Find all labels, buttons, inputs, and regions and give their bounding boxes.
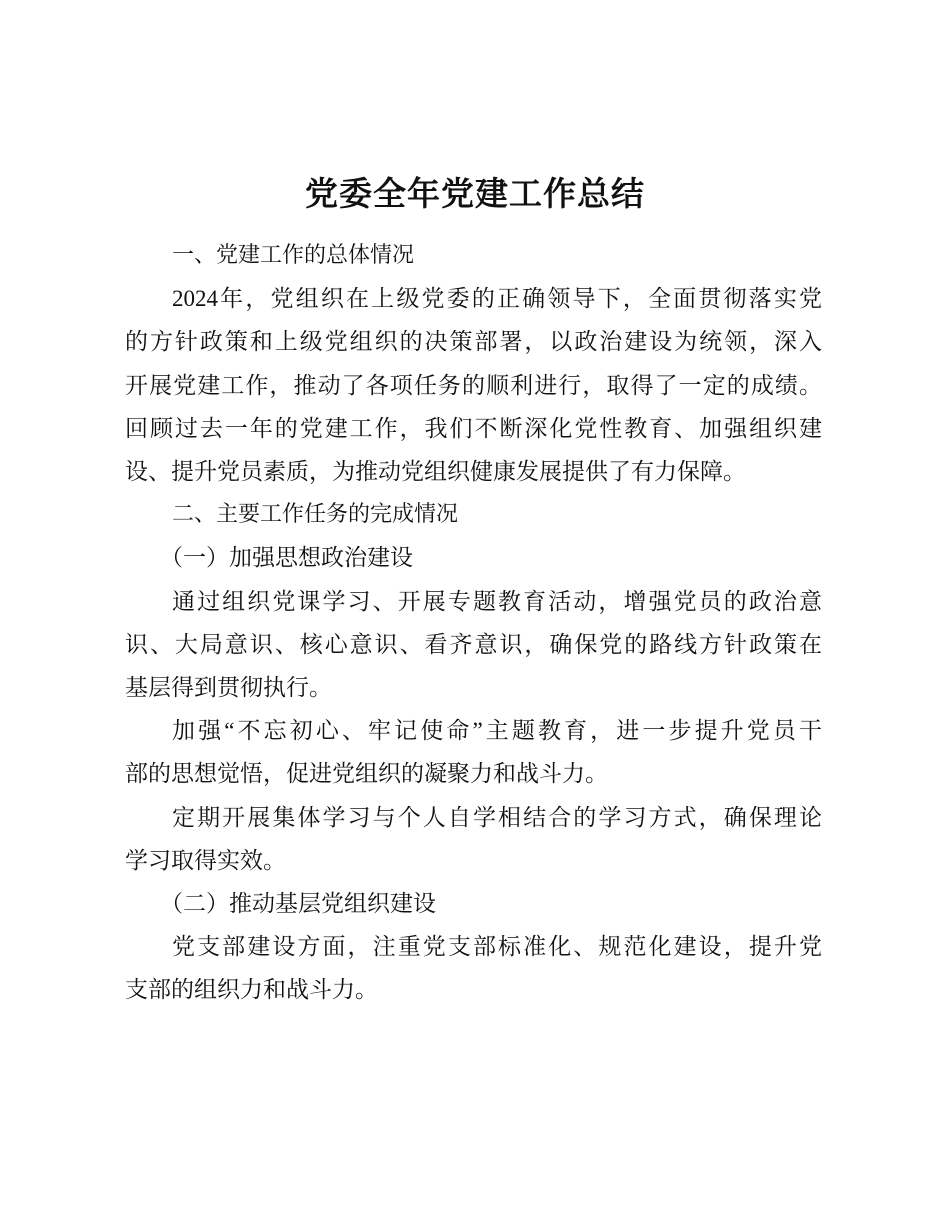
paragraph-line: 设、提升党员素质，为推动党组织健康发展提供了有力保障。 (125, 459, 746, 484)
paragraph-line: 开展党建工作，推动了各项任务的顺利进行，取得了一定的成绩。 (125, 373, 822, 398)
paragraph-line: 识、大局意识、核心意识、看齐意识，确保党的路线方针政策在 (125, 632, 822, 657)
paragraph-line: 的方针政策和上级党组织的决策部署，以政治建设为统领，深入 (125, 329, 822, 354)
section-heading: 一、党建工作的总体情况 (172, 243, 415, 268)
document-title: 党委全年党建工作总结 (305, 174, 645, 213)
paragraph-line: 基层得到贯彻执行。 (125, 675, 332, 700)
paragraph-line: 加强“不忘初心、牢记使命”主题教育，进一步提升党员干 (172, 718, 822, 743)
subsection-heading: （二）推动基层党组织建设 (160, 891, 436, 916)
paragraph-line: 定期开展集体学习与个人自学相结合的学习方式，确保理论 (172, 805, 822, 830)
paragraph-line: 回顾过去一年的党建工作，我们不断深化党性教育、加强组织建 (125, 416, 822, 441)
paragraph-line: 2024年，党组织在上级党委的正确领导下，全面贯彻落实党 (172, 286, 822, 311)
paragraph-line: 学习取得实效。 (125, 848, 286, 873)
paragraph-line: 党支部建设方面，注重党支部标准化、规范化建设，提升党 (172, 934, 822, 959)
subsection-heading: （一）加强思想政治建设 (160, 545, 413, 570)
paragraph-line: 支部的组织力和战斗力。 (125, 977, 378, 1002)
paragraph-line: 部的思想觉悟，促进党组织的凝聚力和战斗力。 (125, 761, 608, 786)
paragraph-line: 通过组织党课学习、开展专题教育活动，增强党员的政治意 (172, 589, 822, 614)
section-heading: 二、主要工作任务的完成情况 (172, 502, 459, 527)
